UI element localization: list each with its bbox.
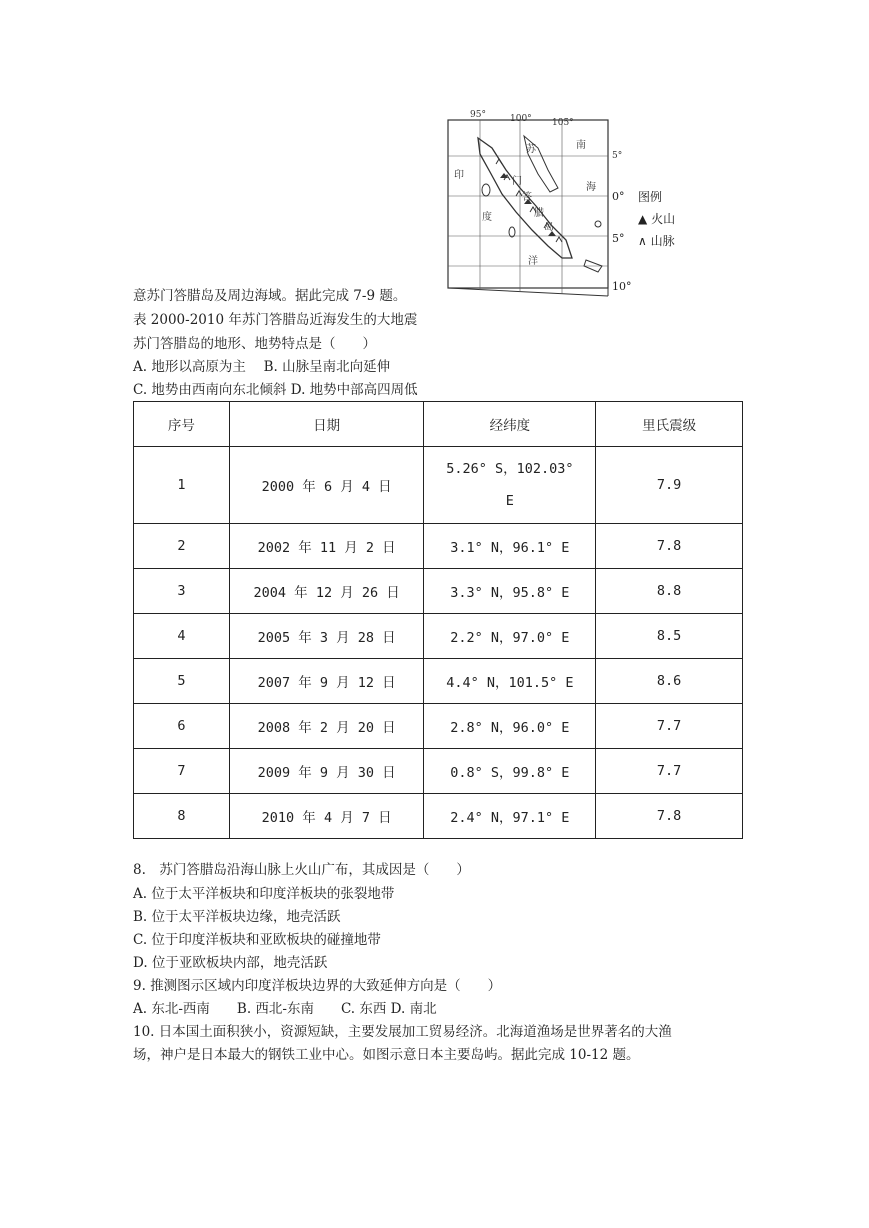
cell-magnitude: 8.5 [596,614,743,659]
table-row [134,794,743,839]
intro-line-1: 意苏门答腊岛及周边海域。据此完成 7-9 题。 [133,288,407,304]
cell-date: 2000 年 6 月 4 日 [229,447,424,524]
cell-coord: 2.8° N，96.0° E [424,704,596,749]
cell-date: 2005 年 3 月 28 日 [229,614,424,659]
lat-label-5s: 5° [612,232,625,245]
q7-options-ab: A. 地形以高原为主 B. 山脉呈南北向延伸 [133,359,391,375]
q7-stem: 苏门答腊岛的地形、地势特点是（ ） [133,336,376,352]
cell-no: 7 [134,749,230,794]
cell-no: 5 [134,659,230,704]
q10-line-1: 10. 日本国土面积狭小，资源短缺，主要发展加工贸易经济。北海道渔场是世界著名的大渔 [133,1024,672,1040]
q8-option-a: A. 位于太平洋板块和印度洋板块的张裂地带 [133,886,395,902]
map-label-yin: 印 [454,170,464,181]
lat-label-0: 0° [612,190,625,203]
cell-coord: 3.3° N，95.8° E [424,569,596,614]
map-label-men: 门 [512,176,522,187]
legend-title: 图例 [638,190,663,204]
header-magnitude: 里氏震级 [596,402,743,447]
cell-no: 3 [134,569,230,614]
lon-label-100: 100° [510,114,532,124]
lon-label-105: 105° [552,118,574,128]
cell-coord: 4.4° N，101.5° E [424,659,596,704]
lat-label-5n: 5° [612,151,623,161]
q9-stem: 9. 推测图示区域内印度洋板块边界的大致延伸方向是（ ） [133,978,502,994]
table-row [134,524,743,569]
q8-option-b: B. 位于太平洋板块边缘，地壳活跃 [133,909,341,925]
map-label-hai: 海 [586,182,596,193]
cell-date: 2002 年 11 月 2 日 [229,524,424,569]
cell-magnitude: 7.9 [596,447,743,524]
volcano-icon: ▲ [638,212,648,226]
table-row [134,447,743,524]
q8-stem: 8. 苏门答腊岛沿海山脉上火山广布，其成因是（ ） [133,862,470,878]
small-island [509,227,515,237]
cell-coord: 5.26° S，102.03° E [424,447,596,524]
table-row [134,569,743,614]
map-label-su: 苏 [526,144,536,155]
cell-date: 2010 年 4 月 7 日 [229,794,424,839]
mountain-icon: ∧ [638,234,647,248]
cell-no: 6 [134,704,230,749]
legend-mountain: 山脉 [650,234,675,248]
small-island [482,184,490,196]
sumatra-map [440,108,623,298]
cell-magnitude: 7.7 [596,749,743,794]
cell-date: 2009 年 9 月 30 日 [229,749,424,794]
cell-coord: 0.8° S，99.8° E [424,749,596,794]
map-label-yang: 洋 [528,256,538,267]
cell-date: 2007 年 9 月 12 日 [229,659,424,704]
cell-no: 8 [134,794,230,839]
legend-volcano: 火山 [651,212,676,226]
header-no: 序号 [134,402,230,447]
cell-magnitude: 8.6 [596,659,743,704]
table-row [134,614,743,659]
cell-no: 4 [134,614,230,659]
small-island [595,221,601,227]
cell-date: 2004 年 12 月 26 日 [229,569,424,614]
cell-date: 2008 年 2 月 20 日 [229,704,424,749]
header-coord: 经纬度 [424,402,596,447]
map-legend [638,186,675,252]
cell-no: 1 [134,447,230,524]
cell-magnitude: 7.8 [596,794,743,839]
table-row [134,704,743,749]
cell-magnitude: 8.8 [596,569,743,614]
cell-magnitude: 7.7 [596,704,743,749]
map-label-dao: 岛 [544,222,554,233]
lat-label-10s: 10° [612,280,632,293]
lon-label-95: 95° [470,110,486,120]
table-row [134,749,743,794]
table-caption: 表 2000-2010 年苏门答腊岛近海发生的大地震 [133,312,418,328]
map-label-nan: 南 [576,140,586,151]
q7-options-cd: C. 地势由西南向东北倾斜 D. 地势中部高四周低 [133,382,418,398]
q9-options: A. 东北-西南 B. 西北-东南 C. 东西 D. 南北 [133,1001,437,1017]
cell-coord: 2.4° N，97.1° E [424,794,596,839]
q8-option-c: C. 位于印度洋板块和亚欧板块的碰撞地带 [133,932,381,948]
cell-no: 2 [134,524,230,569]
map-label-da: 答 [522,192,532,203]
cell-coord: 2.2° N，97.0° E [424,614,596,659]
cell-magnitude: 7.8 [596,524,743,569]
table-row [134,659,743,704]
q10-line-2: 场，神户是日本最大的钢铁工业中心。如图示意日本主要岛屿。据此完成 10-12 题。 [133,1047,640,1063]
map-label-la: 腊 [534,208,544,219]
table-header-row [134,402,743,447]
earthquake-table [133,401,743,839]
q8-option-d: D. 位于亚欧板块内部，地壳活跃 [133,955,328,971]
map-label-du: 度 [482,212,492,223]
header-date: 日期 [229,402,424,447]
cell-coord: 3.1° N，96.1° E [424,524,596,569]
